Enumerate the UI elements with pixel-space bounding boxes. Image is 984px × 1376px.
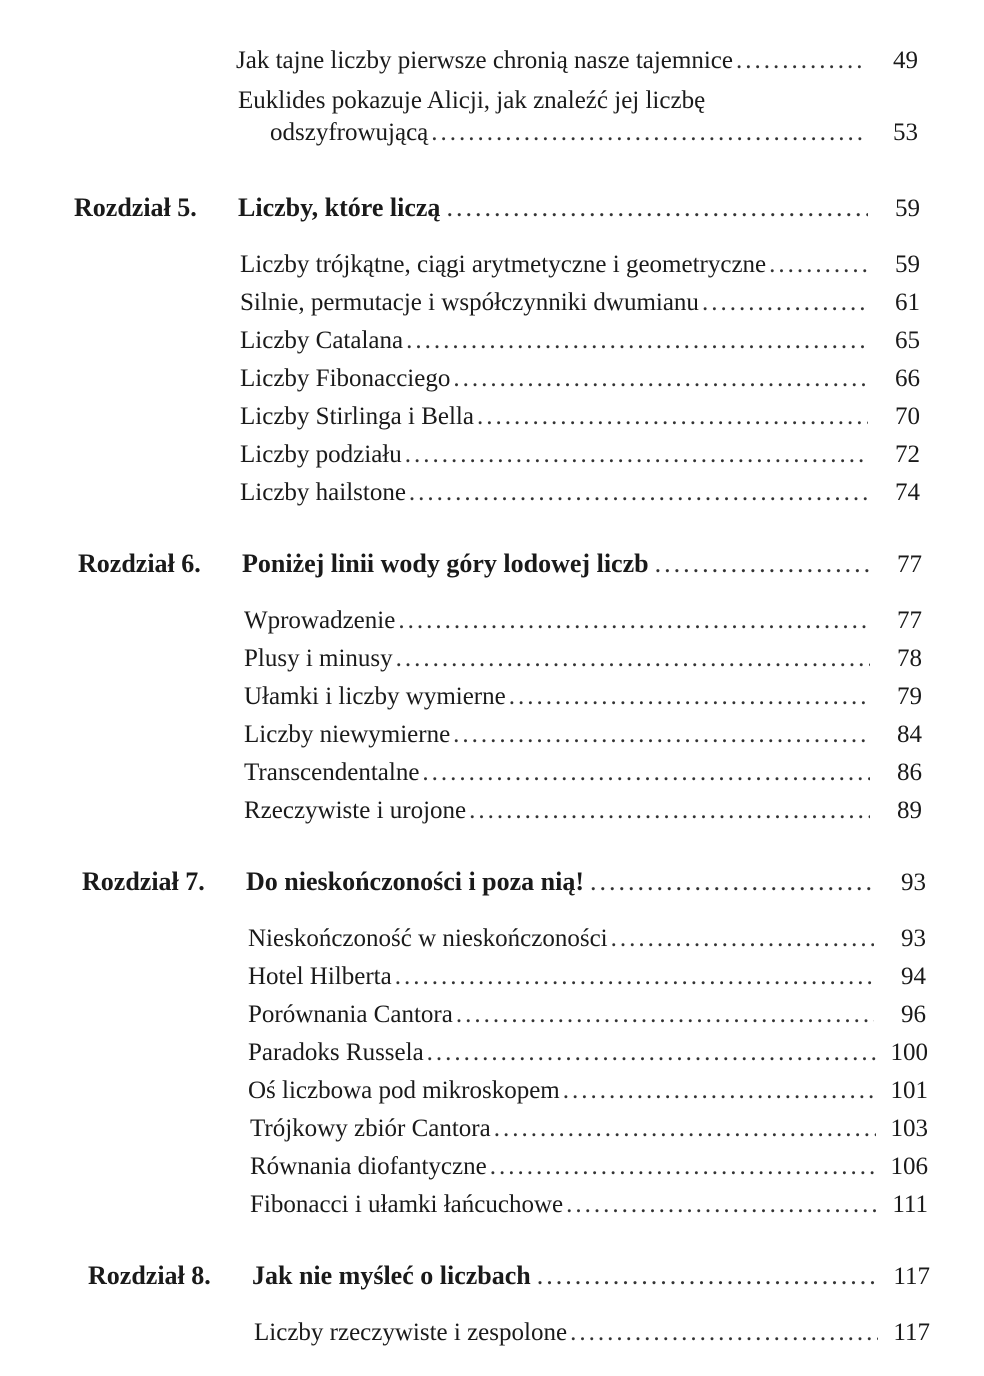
entry-title: Oś liczbowa pod mikroskopem <box>248 1077 560 1104</box>
entry-page: 72 <box>895 441 920 468</box>
chapter-page: 77 <box>897 551 922 578</box>
chapter-heading <box>74 190 920 227</box>
entry-title: Fibonacci i ułamki łańcuchowe <box>250 1191 564 1218</box>
leader-dots <box>405 438 868 472</box>
entry-title: Transcendentalne <box>244 759 420 786</box>
leader-dots <box>655 546 870 582</box>
toc-entry <box>270 116 918 150</box>
entry-page: 84 <box>897 721 922 748</box>
chapter-page: 117 <box>893 1263 930 1290</box>
toc-entry <box>236 44 918 78</box>
entry-title: Liczby rzeczywiste i zespolone <box>254 1319 568 1346</box>
toc-entry <box>244 604 922 638</box>
entry-title: Paradoks Russela <box>248 1039 424 1066</box>
entry-title: Hotel Hilberta <box>248 963 392 990</box>
leader-dots <box>456 998 874 1032</box>
chapter-page: 59 <box>895 195 920 222</box>
entry-title: Równania diofantyczne <box>250 1153 487 1180</box>
entry-page: 49 <box>893 47 918 74</box>
leader-dots <box>490 1150 876 1184</box>
chapter-title: Do nieskończoności i poza nią! <box>246 867 585 896</box>
entry-page: 96 <box>901 1001 926 1028</box>
entry-page: 79 <box>897 683 922 710</box>
toc-entry <box>248 960 926 994</box>
toc-entry <box>240 400 920 434</box>
toc-entry <box>250 1112 928 1146</box>
leader-dots <box>396 642 870 676</box>
toc-entry <box>240 362 920 396</box>
leader-dots <box>446 190 868 226</box>
entry-title: Ułamki i liczby wymierne <box>244 683 506 710</box>
leader-dots <box>702 286 868 320</box>
chapter-heading <box>78 546 922 583</box>
toc-entry <box>244 642 922 676</box>
entry-title: Liczby Fibonacciego <box>240 365 451 392</box>
leader-dots <box>736 44 866 78</box>
leader-dots <box>453 718 870 752</box>
leader-dots <box>453 362 868 396</box>
leader-dots <box>611 922 874 956</box>
chapter-label: Rozdział 5. <box>74 193 197 222</box>
entry-title: Liczby podziału <box>240 441 402 468</box>
chapter-label: Rozdział 8. <box>88 1261 211 1290</box>
leader-dots <box>409 476 868 510</box>
leader-dots <box>427 1036 876 1070</box>
entry-page: 77 <box>897 607 922 634</box>
entry-page: 66 <box>895 365 920 392</box>
entry-page: 94 <box>901 963 926 990</box>
chapter-page: 93 <box>901 869 926 896</box>
leader-dots <box>509 680 870 714</box>
entry-page: 103 <box>890 1115 928 1142</box>
entry-title: Nieskończoność w nieskończoności <box>248 925 608 952</box>
chapter-title: Poniżej linii wody góry lodowej liczb <box>242 549 649 578</box>
entry-page: 106 <box>890 1153 928 1180</box>
toc-entry <box>240 286 920 320</box>
entry-page: 78 <box>897 645 922 672</box>
toc-entry <box>240 324 920 358</box>
toc-entry <box>248 922 926 956</box>
leader-dots <box>494 1112 876 1146</box>
leader-dots <box>590 864 874 900</box>
entry-title: Porównania Cantora <box>248 1001 453 1028</box>
entry-page: 65 <box>895 327 920 354</box>
toc-entry <box>250 1150 928 1184</box>
leader-dots <box>566 1188 876 1222</box>
leader-dots <box>477 400 868 434</box>
chapter-title: Liczby, które liczą <box>238 193 441 222</box>
leader-dots <box>395 960 874 994</box>
leader-dots <box>422 756 870 790</box>
toc-entry <box>240 248 920 282</box>
entry-page: 74 <box>895 479 920 506</box>
toc-entry <box>240 438 920 472</box>
leader-dots <box>563 1074 876 1108</box>
toc-entry <box>248 1036 928 1070</box>
entry-title-line2: odszyfrowującą <box>270 119 429 146</box>
entry-title: Silnie, permutacje i współczynniki dwumianu <box>240 289 699 316</box>
entry-title-line1: Euklides pokazuje Alicji, jak znaleźć jej liczbę <box>238 87 706 114</box>
chapter-title: Jak nie myśleć o liczbach <box>252 1261 531 1290</box>
toc-entry <box>244 756 922 790</box>
entry-title: Plusy i minusy <box>244 645 393 672</box>
toc-entry <box>244 680 922 714</box>
toc-entry <box>254 1316 930 1350</box>
leader-dots <box>469 794 870 828</box>
leader-dots <box>537 1258 878 1294</box>
entry-title: Liczby Stirlinga i Bella <box>240 403 474 430</box>
toc-entry <box>248 998 926 1032</box>
toc-entry <box>240 476 920 510</box>
entry-page: 61 <box>895 289 920 316</box>
chapter-label: Rozdział 7. <box>82 867 205 896</box>
entry-page: 86 <box>897 759 922 786</box>
entry-title: Liczby niewymierne <box>244 721 451 748</box>
toc-entry <box>244 718 922 752</box>
entry-title: Trójkowy zbiór Cantora <box>250 1115 491 1142</box>
entry-title: Liczby trójkątne, ciągi arytmetyczne i geometryczne <box>240 251 767 278</box>
chapter-heading <box>88 1258 930 1295</box>
leader-dots <box>570 1316 878 1350</box>
leader-dots <box>398 604 870 638</box>
leader-dots <box>406 324 868 358</box>
entry-title: Jak tajne liczby pierwsze chronią nasze tajemnice <box>236 47 733 74</box>
entry-title: Rzeczywiste i urojone <box>244 797 467 824</box>
leader-dots <box>431 116 866 150</box>
entry-page: 53 <box>893 119 918 146</box>
entry-title: Liczby hailstone <box>240 479 406 506</box>
toc-entry <box>250 1188 928 1222</box>
entry-title: Liczby Catalana <box>240 327 404 354</box>
toc-entry <box>248 1074 928 1108</box>
entry-page: 101 <box>890 1077 928 1104</box>
entry-page: 70 <box>895 403 920 430</box>
entry-title: Wprowadzenie <box>244 607 396 634</box>
chapter-heading <box>82 864 926 901</box>
toc-entry <box>244 794 922 828</box>
entry-page: 89 <box>897 797 922 824</box>
entry-page: 93 <box>901 925 926 952</box>
entry-page: 111 <box>892 1191 928 1218</box>
leader-dots <box>769 248 868 282</box>
entry-page: 100 <box>890 1039 928 1066</box>
entry-page: 59 <box>895 251 920 278</box>
chapter-label: Rozdział 6. <box>78 549 201 578</box>
entry-page: 117 <box>893 1319 930 1346</box>
